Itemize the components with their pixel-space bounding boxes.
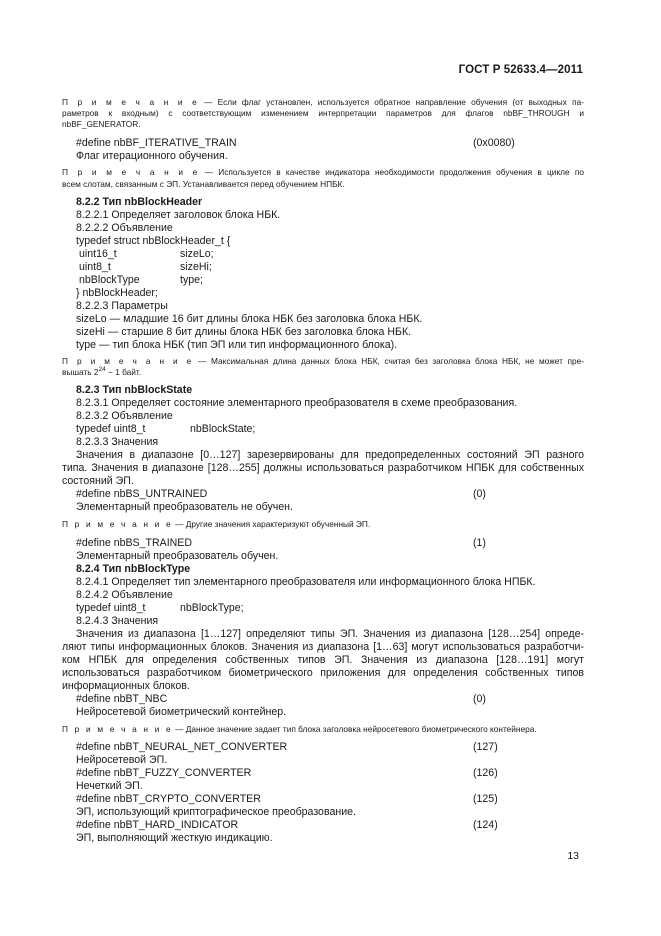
values-8-2-3-line-2: типа. Значения в диапазоне [128…255] должны использоваться разработчиком НПБК для собственных (62, 462, 584, 474)
values-8-2-4-line-2: ляют типы информационных блоков. Значения из диапазона [1…63] могут использоваться разработчи- (62, 641, 584, 653)
note-3-line-2: вышать $2^{24} - 1$ байт. (62, 366, 142, 377)
struct-field: uint8_t sizeHi; (79, 261, 212, 273)
define-nbc-desc: Нейросетевой биометрический контейнер. (76, 706, 287, 718)
section-heading-8-2-4: 8.2.4 Тип nbBlockType (76, 563, 191, 575)
para-8-2-4-3: 8.2.4.3 Значения (76, 615, 159, 627)
para-8-2-2-3: 8.2.2.3 Параметры (76, 300, 168, 312)
note-5: П р и м е ч а н и е — Данное значение задает тип блока заголовка нейросетевого биометрического контейнера. (62, 724, 537, 734)
section-heading-8-2-3: 8.2.3 Тип nbBlockState (76, 384, 193, 396)
para-8-2-4-1: 8.2.4.1 Определяет тип элементарного преобразователя или информационного блока НПБК. (76, 576, 536, 588)
define-untrained: #define nbBS_UNTRAINED (0) (76, 488, 486, 500)
param-sizehi: sizeHi — старшие 8 бит длины блока НБК без заголовка блока НБК. (76, 326, 412, 338)
standard-header: ГОСТ Р 52633.4—2011 (458, 64, 583, 76)
define-hard-indicator-desc: ЭП, выполняющий жесткую индикацию. (76, 832, 273, 844)
para-8-2-4-2: 8.2.4.2 Объявление (76, 589, 173, 601)
define-neural-net-converter: #define nbBT_NEURAL_NET_CONVERTER (127) (76, 741, 498, 753)
note-1-line-3: nbBF_GENERATOR. (62, 119, 141, 129)
define-hard-indicator: #define nbBT_HARD_INDICATOR (124) (76, 819, 498, 831)
values-8-2-4-line-4: использоваться разработчиком биометрического приложения для определения собственных типов (62, 667, 584, 679)
para-8-2-3-1: 8.2.3.1 Определяет состояние элементарного преобразователя в схеме преобразования. (76, 397, 518, 409)
define-crypto-converter: #define nbBT_CRYPTO_CONVERTER (125) (76, 793, 498, 805)
note-2-line-2: всем слотам, связанным с ЭП. Устанавливается перед обучением НПБК. (62, 179, 345, 189)
note-1-line-2: раметров к входным) с соответствующим изменением интерпретации параметров для флагов nbBF_THROUGH и (62, 108, 584, 118)
note-3-line-1: П р и м е ч а н и е — Максимальная длина данных блока НБК, считая без заголовка блока НБК, не может пре- (62, 356, 584, 366)
note-label: П р и м е ч а н и е (62, 97, 199, 107)
define-nbc: #define nbBT_NBC (0) (76, 693, 486, 705)
struct-field: nbBlockType type; (79, 274, 203, 286)
struct-field: uint16_t sizeLo; (79, 248, 214, 260)
define-iterative-train: #define nbBF_ITERATIVE_TRAIN (0x0080) (76, 137, 515, 149)
param-type: type — тип блока НБК (тип ЭП или тип информационного блока). (76, 339, 398, 351)
values-8-2-4-line-3: ком НПБК для определения собственных типов ЭП. Значения из диапазона [128…191] могут (62, 654, 584, 666)
define-untrained-desc: Элементарный преобразователь не обучен. (76, 501, 293, 513)
define-trained: #define nbBS_TRAINED (1) (76, 537, 486, 549)
define-fuzzy-converter: #define nbBT_FUZZY_CONVERTER (126) (76, 767, 498, 779)
struct-decl-open: typedef struct nbBlockHeader_t { (76, 235, 231, 247)
note-1-line-1: П р и м е ч а н и е — Если флаг установлен, используется обратное направление обучения (от выходных па- (62, 97, 584, 107)
values-8-2-3-line-3: состояний ЭП. (62, 475, 134, 487)
para-8-2-2-2: 8.2.2.2 Объявление (76, 222, 173, 234)
section-heading-8-2-2: 8.2.2 Тип nbBlockHeader (76, 196, 203, 208)
define-neural-net-converter-desc: Нейросетевой ЭП. (76, 754, 168, 766)
para-8-2-3-3: 8.2.3.3 Значения (76, 436, 159, 448)
values-8-2-3-line-1: Значения в диапазоне [0…127] зарезервированы для предопределенных состояний ЭП разного (76, 449, 584, 461)
define-fuzzy-converter-desc: Нечеткий ЭП. (76, 780, 143, 792)
param-sizelo: sizeLo — младшие 16 бит длины блока НБК без заголовка блока НБК. (76, 313, 423, 325)
para-8-2-2-1: 8.2.2.1 Определяет заголовок блока НБК. (76, 209, 281, 221)
typedef-block-type: typedef uint8_t nbBlockType; (76, 602, 244, 614)
para-8-2-3-2: 8.2.3.2 Объявление (76, 410, 173, 422)
note-4: П р и м е ч а н и е — Другие значения характеризуют обученный ЭП. (62, 519, 371, 529)
struct-decl-close: } nbBlockHeader; (76, 287, 158, 299)
page-number: 13 (567, 850, 579, 862)
note-2-line-1: П р и м е ч а н и е — Используется в качестве индикатора необходимости продолжения обучения в цикле по (62, 167, 584, 177)
typedef-block-state: typedef uint8_t nbBlockState; (76, 423, 256, 435)
define-trained-desc: Элементарный преобразователь обучен. (76, 550, 279, 562)
define-iterative-desc: Флаг итерационного обучения. (76, 150, 228, 162)
values-8-2-4-line-1: Значения из диапазона [1…127] определяют типы ЭП. Значения из диапазона [128…254] опреде- (76, 628, 584, 640)
values-8-2-4-line-5: информационных блоков. (62, 680, 190, 692)
define-crypto-converter-desc: ЭП, использующий криптографическое преобразование. (76, 806, 356, 818)
